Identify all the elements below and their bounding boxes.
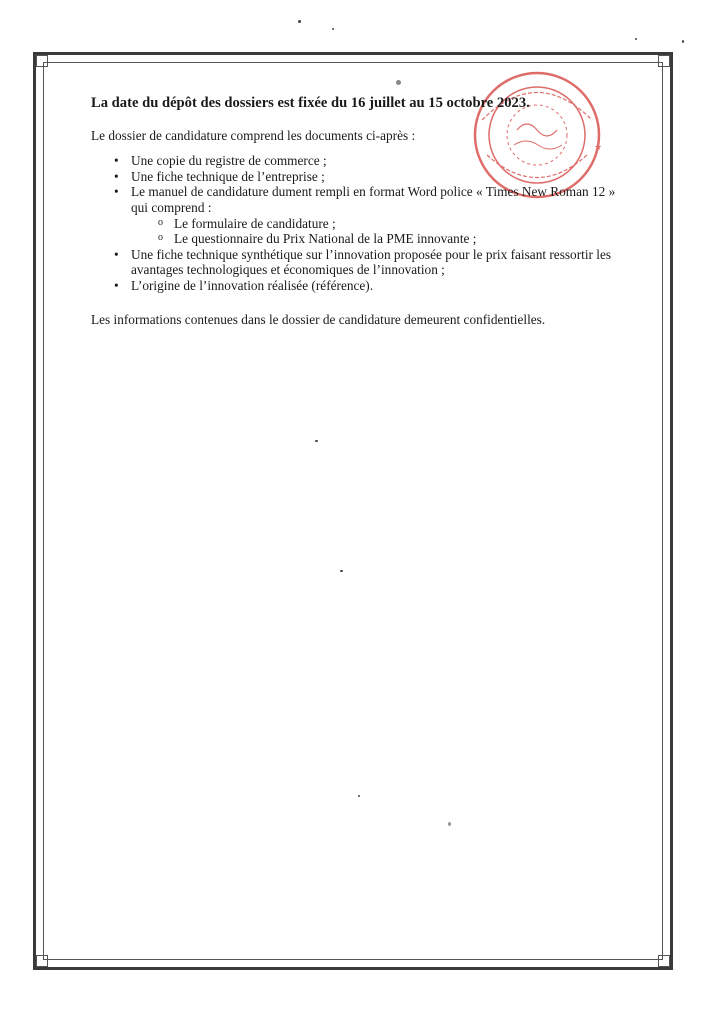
border-corner [658,55,670,67]
list-item [131,278,631,294]
scan-speck [332,28,334,30]
scan-speck [358,795,360,797]
sub-list-item-text: Le formulaire de candidature ; [174,215,336,231]
scan-speck [315,440,318,442]
list-item [131,184,631,246]
list-item-text: L’origine de l’innovation réalisée (référence). [131,277,374,293]
svg-text:★: ★ [594,143,603,153]
scan-speck [396,80,401,85]
border-corner [36,55,48,67]
list-item [131,247,631,278]
list-item-text: Une fiche technique de l’entreprise ; [131,168,325,184]
border-corner [658,955,670,967]
intro-paragraph: Le dossier de candidature comprend les documents ci-après : [91,127,416,143]
sub-list-item [174,231,631,247]
confidentiality-note: Les informations contenues dans le dossier de candidature demeurent confidentielles. [91,311,546,327]
list-item-text: Le manuel de candidature dument rempli en format Word police « Times New Roman 12 » qui comprend : [131,184,616,215]
deadline-heading: La date du dépôt des dossiers est fixée du 16 juillet au 15 octobre 2023. [91,95,530,111]
scan-speck [635,38,637,40]
border-corner [36,955,48,967]
documents-list [91,153,631,293]
sub-list [131,216,631,247]
list-item [131,153,631,169]
sub-list-item-text: Le questionnaire du Prix National de la PME innovante ; [174,231,477,247]
list-item [131,169,631,185]
scan-speck [298,20,301,23]
scan-speck [448,822,451,826]
document-body [91,96,631,327]
list-item-text: Une copie du registre de commerce ; [131,153,327,169]
scan-speck [682,40,684,43]
scan-speck [340,570,343,572]
list-item-text: Une fiche technique synthétique sur l’innovation proposée pour le prix faisant ressortir les avantages technologiques et économiques de l’innovation ; [131,246,612,278]
sub-list-item [174,216,631,232]
